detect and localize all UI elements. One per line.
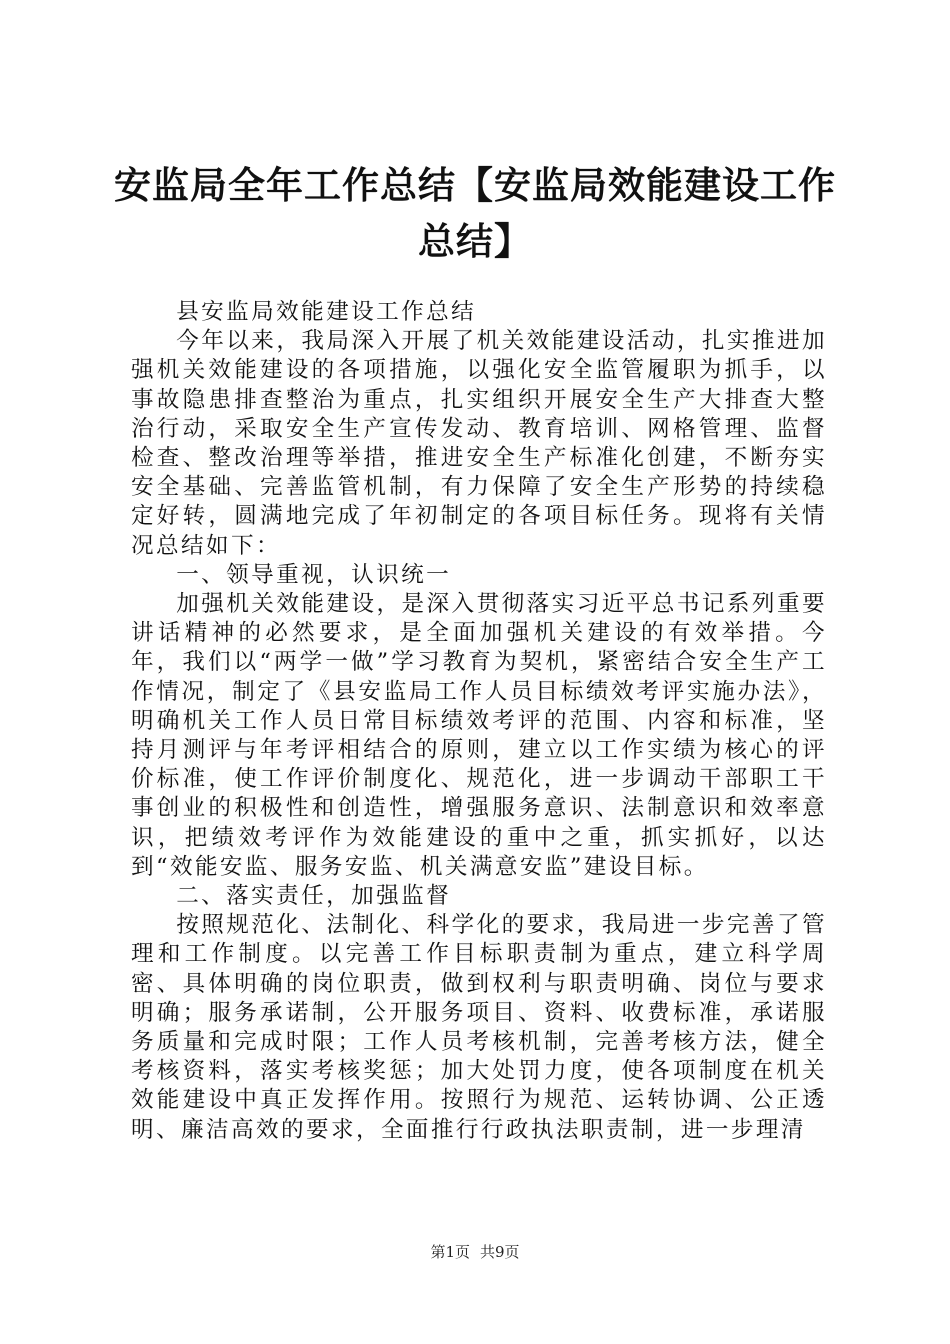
- page-number-current: 第1页: [430, 1243, 470, 1261]
- section-2-paragraph: 按照规范化、法制化、科学化的要求，我局进一步完善了管理和工作制度。以完善工作目标职责制为重点，建立科学周密、具体明确的岗位职责，做到权利与职责明确、岗位与要求明确；服务承诺制，公开服务项目、资料、收费标准，承诺服务质量和完成时限；工作人员考核机制，完善考核方法，健全考核资料，落实考核奖惩；加大处罚力度，使各项制度在机关效能建设中真正发挥作用。按照行为规范、运转协调、公正透明、廉洁高效的要求，全面推行行政执法职责制，进一步理清: [131, 912, 827, 1143]
- subtitle-paragraph: 县安监局效能建设工作总结: [176, 299, 477, 325]
- section-heading-1: 一、领导重视，认识统一: [176, 561, 452, 588]
- page-number-total: 共9页: [480, 1243, 520, 1261]
- intro-paragraph: 今年以来，我局深入开展了机关效能建设活动，扎实推进加强机关效能建设的各项措施，以强化安全监管履职为抓手，以事故隐患排查整治为重点，扎实组织开展安全生产大排查大整治行动，采取安全生产宣传发动、教育培训、网格管理、监督检查、整改治理等举措，推进安全生产标准化创建，不断夯实安全基础、完善监管机制，有力保障了安全生产形势的持续稳定好转，圆满地完成了年初制定的各项目标任务。现将有关情况总结如下：: [131, 328, 827, 559]
- document-body: [131, 298, 827, 1145]
- section-heading-2: 二、落实责任，加强监督: [176, 883, 452, 910]
- page-footer: [0, 1242, 950, 1262]
- section-1-paragraph: 加强机关效能建设，是深入贯彻落实习近平总书记系列重要讲话精神的必然要求，是全面加强机关建设的有效举措。今年，我们以“两学一做”学习教育为契机，紧密结合安全生产工作情况，制定了《县安监局工作人员目标绩效考评实施办法》，明确机关工作人员日常目标绩效考评的范围、内容和标准，坚持月测评与年考评相结合的原则，建立以工作实绩为核心的评价标准，使工作评价制度化、规范化，进一步调动干部职工干事创业的积极性和创造性，增强服务意识、法制意识和效率意识，把绩效考评作为效能建设的重中之重，抓实抓好，以达到“效能安监、服务安监、机关满意安监”建设目标。: [131, 591, 827, 880]
- document-title: 安监局全年工作总结【安监局效能建设工作总结】: [114, 164, 836, 263]
